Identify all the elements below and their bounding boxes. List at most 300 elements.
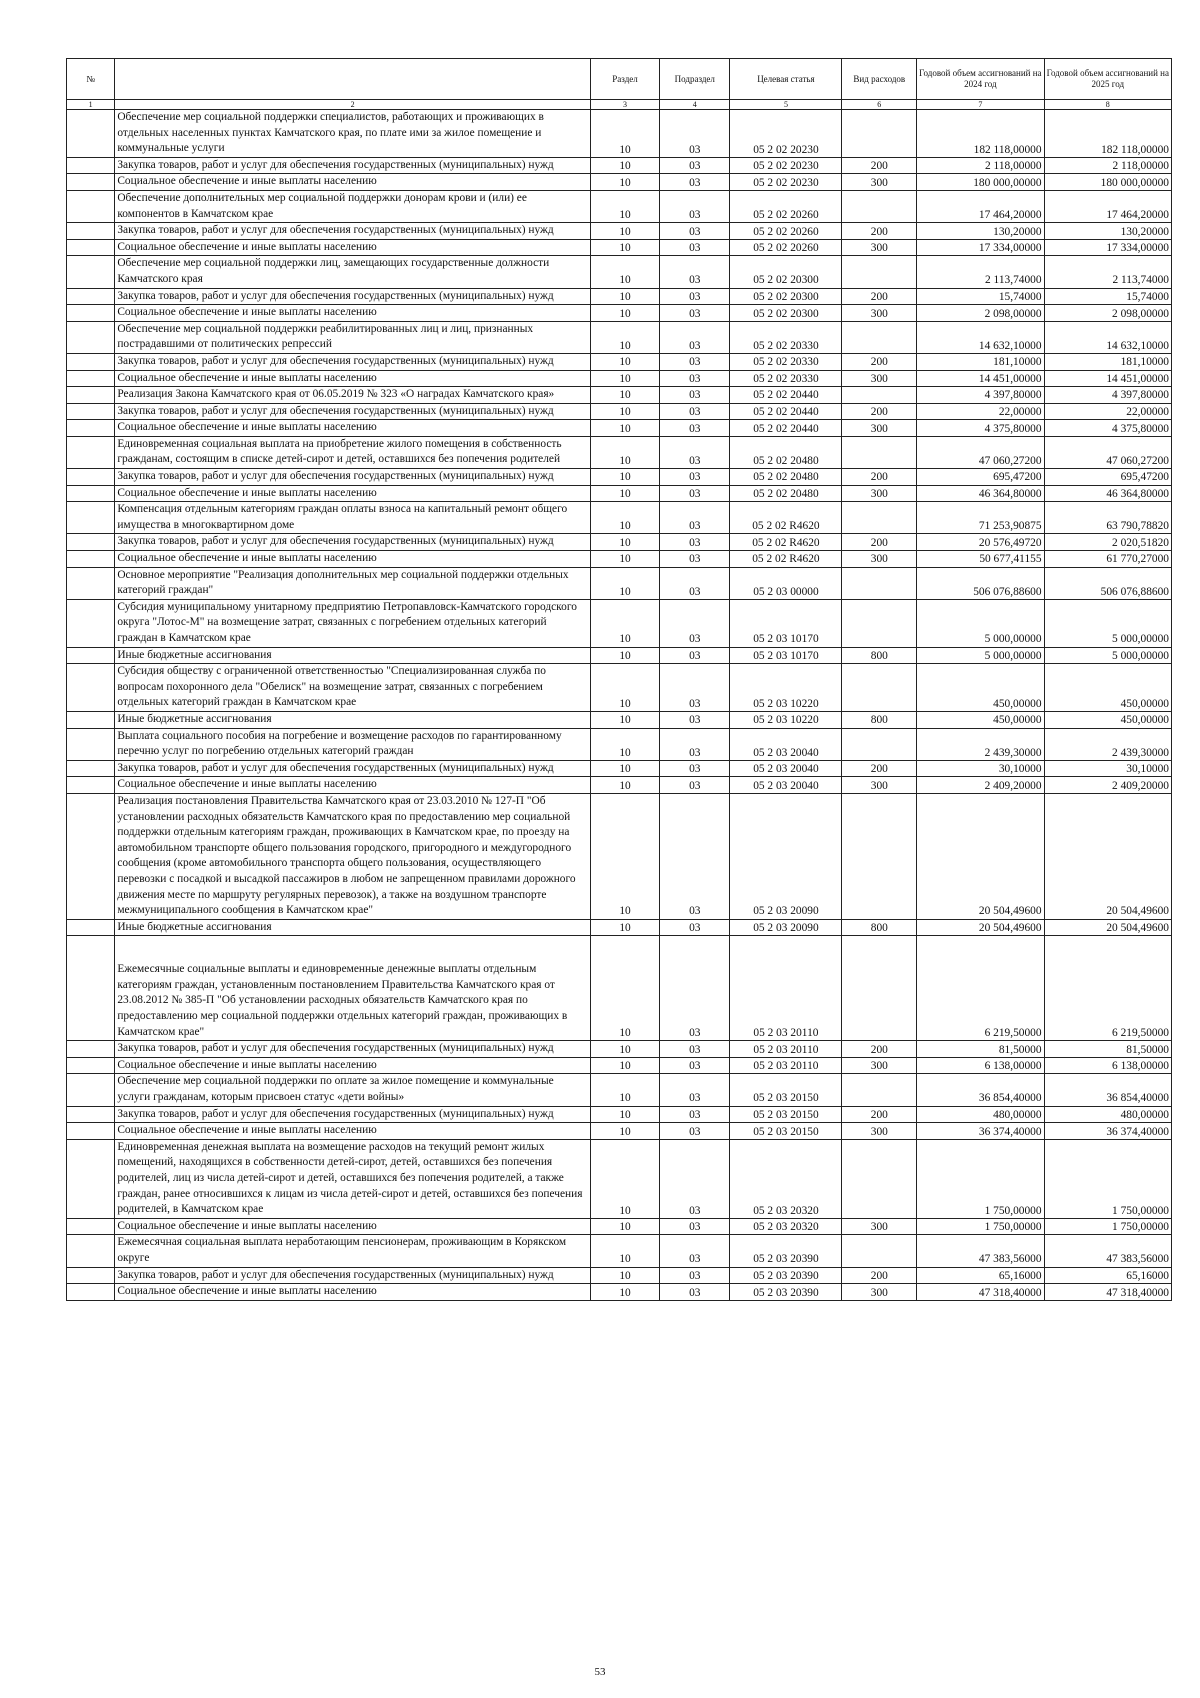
row-volume-2025: 15,74000	[1044, 288, 1171, 305]
table-row	[67, 1267, 1172, 1284]
row-name: Закупка товаров, работ и услуг для обеспечения государственных (муниципальных) нужд	[115, 353, 591, 370]
row-target-article: 05 2 03 20040	[730, 728, 842, 760]
table-row	[67, 647, 1172, 664]
row-number-cell	[67, 1267, 115, 1284]
row-name: Обеспечение мер социальной поддержки специалистов, работающих и проживающих в отдельных населенных пунктах Камчатского края, по плате ими за жилое помещение и коммунальные услуги	[115, 110, 591, 158]
row-expense-type: 300	[842, 174, 917, 191]
row-expense-type	[842, 436, 917, 468]
row-section: 10	[590, 936, 659, 1041]
row-volume-2025: 5 000,00000	[1044, 599, 1171, 647]
row-volume-2024: 46 364,80000	[917, 485, 1044, 502]
row-name: Обеспечение мер социальной поддержки по оплате за жилое помещение и коммунальные услуги гражданам, которым присвоен статус «дети войны»	[115, 1074, 591, 1106]
row-name: Закупка товаров, работ и услуг для обеспечения государственных (муниципальных) нужд	[115, 760, 591, 777]
row-number-cell	[67, 567, 115, 599]
row-subsection: 03	[660, 711, 730, 728]
table-row	[67, 256, 1172, 288]
row-name: Социальное обеспечение и иные выплаты населению	[115, 370, 591, 387]
row-expense-type: 200	[842, 1106, 917, 1123]
row-volume-2024: 4 397,80000	[917, 387, 1044, 404]
row-section: 10	[590, 305, 659, 322]
row-subsection: 03	[660, 567, 730, 599]
row-volume-2025: 14 451,00000	[1044, 370, 1171, 387]
row-target-article: 05 2 02 20300	[730, 305, 842, 322]
row-section: 10	[590, 469, 659, 486]
row-volume-2024: 450,00000	[917, 664, 1044, 712]
row-number-cell	[67, 403, 115, 420]
row-name: Закупка товаров, работ и услуг для обеспечения государственных (муниципальных) нужд	[115, 223, 591, 240]
table-header-row	[67, 59, 1172, 100]
row-subsection: 03	[660, 353, 730, 370]
row-subsection: 03	[660, 664, 730, 712]
row-target-article: 05 2 02 20260	[730, 223, 842, 240]
row-volume-2024: 47 060,27200	[917, 436, 1044, 468]
row-volume-2024: 2 118,00000	[917, 157, 1044, 174]
row-number-cell	[67, 1123, 115, 1140]
row-target-article: 05 2 03 20090	[730, 793, 842, 919]
row-number-cell	[67, 1057, 115, 1074]
row-name: Социальное обеспечение и иные выплаты населению	[115, 777, 591, 794]
row-number-cell	[67, 305, 115, 322]
row-volume-2024: 36 854,40000	[917, 1074, 1044, 1106]
table-row	[67, 599, 1172, 647]
row-number-cell	[67, 436, 115, 468]
table-row	[67, 1139, 1172, 1218]
column-number: 8	[1044, 100, 1171, 110]
row-section: 10	[590, 599, 659, 647]
row-volume-2024: 506 076,88600	[917, 567, 1044, 599]
row-expense-type: 300	[842, 370, 917, 387]
row-volume-2024: 20 504,49600	[917, 919, 1044, 936]
row-target-article: 05 2 03 20090	[730, 919, 842, 936]
row-name: Закупка товаров, работ и услуг для обеспечения государственных (муниципальных) нужд	[115, 157, 591, 174]
row-expense-type: 300	[842, 485, 917, 502]
row-number-cell	[67, 1139, 115, 1218]
column-numbers-row	[67, 100, 1172, 110]
row-subsection: 03	[660, 485, 730, 502]
row-volume-2024: 71 253,90875	[917, 502, 1044, 534]
row-target-article: 05 2 03 10220	[730, 711, 842, 728]
row-section: 10	[590, 485, 659, 502]
row-volume-2024: 6 138,00000	[917, 1057, 1044, 1074]
row-subsection: 03	[660, 1267, 730, 1284]
row-target-article: 05 2 02 20300	[730, 288, 842, 305]
row-name: Закупка товаров, работ и услуг для обеспечения государственных (муниципальных) нужд	[115, 1041, 591, 1058]
row-subsection: 03	[660, 239, 730, 256]
row-subsection: 03	[660, 1235, 730, 1267]
row-subsection: 03	[660, 1139, 730, 1218]
row-number-cell	[67, 157, 115, 174]
row-volume-2024: 36 374,40000	[917, 1123, 1044, 1140]
row-number-cell	[67, 1284, 115, 1301]
row-target-article: 05 2 03 10170	[730, 599, 842, 647]
row-volume-2025: 130,20000	[1044, 223, 1171, 240]
row-volume-2025: 30,10000	[1044, 760, 1171, 777]
header-target-article: Целевая статья	[730, 59, 842, 100]
row-number-cell	[67, 936, 115, 1041]
row-volume-2025: 81,50000	[1044, 1041, 1171, 1058]
row-subsection: 03	[660, 1074, 730, 1106]
row-expense-type: 200	[842, 353, 917, 370]
row-subsection: 03	[660, 1041, 730, 1058]
row-expense-type: 800	[842, 711, 917, 728]
table-row	[67, 1284, 1172, 1301]
row-number-cell	[67, 777, 115, 794]
row-subsection: 03	[660, 502, 730, 534]
row-target-article: 05 2 02 R4620	[730, 502, 842, 534]
row-volume-2024: 4 375,80000	[917, 420, 1044, 437]
row-number-cell	[67, 1218, 115, 1235]
table-row	[67, 370, 1172, 387]
row-name: Закупка товаров, работ и услуг для обеспечения государственных (муниципальных) нужд	[115, 288, 591, 305]
row-section: 10	[590, 1041, 659, 1058]
row-volume-2025: 182 118,00000	[1044, 110, 1171, 158]
table-row	[67, 403, 1172, 420]
row-subsection: 03	[660, 403, 730, 420]
row-volume-2025: 1 750,00000	[1044, 1218, 1171, 1235]
row-volume-2024: 17 464,20000	[917, 190, 1044, 222]
row-target-article: 05 2 03 20320	[730, 1139, 842, 1218]
row-volume-2024: 47 318,40000	[917, 1284, 1044, 1301]
budget-table	[66, 58, 1172, 1301]
row-volume-2025: 506 076,88600	[1044, 567, 1171, 599]
row-volume-2025: 47 383,56000	[1044, 1235, 1171, 1267]
table-row	[67, 288, 1172, 305]
row-expense-type	[842, 502, 917, 534]
row-number-cell	[67, 387, 115, 404]
row-name: Социальное обеспечение и иные выплаты населению	[115, 420, 591, 437]
row-expense-type: 300	[842, 551, 917, 568]
row-name: Закупка товаров, работ и услуг для обеспечения государственных (муниципальных) нужд	[115, 403, 591, 420]
header-section: Раздел	[590, 59, 659, 100]
row-volume-2025: 6 219,50000	[1044, 936, 1171, 1041]
row-volume-2024: 5 000,00000	[917, 599, 1044, 647]
row-name: Единовременная социальная выплата на приобретение жилого помещения в собственность гражданам, состоящим в списке детей-сирот и детей, оставшихся без попечения родителей	[115, 436, 591, 468]
row-section: 10	[590, 387, 659, 404]
row-volume-2024: 480,00000	[917, 1106, 1044, 1123]
row-volume-2025: 63 790,78820	[1044, 502, 1171, 534]
row-number-cell	[67, 485, 115, 502]
row-target-article: 05 2 02 20230	[730, 174, 842, 191]
row-expense-type	[842, 664, 917, 712]
row-name: Компенсация отдельным категориям граждан оплаты взноса на капитальный ремонт общего имущества в многоквартирном доме	[115, 502, 591, 534]
table-row	[67, 711, 1172, 728]
row-subsection: 03	[660, 256, 730, 288]
row-subsection: 03	[660, 157, 730, 174]
row-expense-type: 200	[842, 288, 917, 305]
row-expense-type	[842, 1235, 917, 1267]
row-number-cell	[67, 110, 115, 158]
row-volume-2025: 22,00000	[1044, 403, 1171, 420]
row-expense-type: 300	[842, 1057, 917, 1074]
row-section: 10	[590, 223, 659, 240]
row-volume-2025: 47 318,40000	[1044, 1284, 1171, 1301]
row-subsection: 03	[660, 1123, 730, 1140]
row-volume-2024: 30,10000	[917, 760, 1044, 777]
row-target-article: 05 2 03 20110	[730, 936, 842, 1041]
row-section: 10	[590, 1218, 659, 1235]
row-volume-2024: 695,47200	[917, 469, 1044, 486]
table-row	[67, 534, 1172, 551]
table-body	[67, 110, 1172, 1301]
header-expense-type: Вид расходов	[842, 59, 917, 100]
row-volume-2025: 1 750,00000	[1044, 1139, 1171, 1218]
row-subsection: 03	[660, 174, 730, 191]
row-number-cell	[67, 174, 115, 191]
table-row	[67, 485, 1172, 502]
row-expense-type: 200	[842, 1041, 917, 1058]
row-expense-type: 200	[842, 1267, 917, 1284]
row-number-cell	[67, 190, 115, 222]
row-expense-type	[842, 1074, 917, 1106]
table-row	[67, 664, 1172, 712]
row-name: Социальное обеспечение и иные выплаты населению	[115, 485, 591, 502]
row-target-article: 05 2 03 20040	[730, 760, 842, 777]
row-volume-2025: 46 364,80000	[1044, 485, 1171, 502]
row-number-cell	[67, 760, 115, 777]
row-section: 10	[590, 1106, 659, 1123]
row-name: Закупка товаров, работ и услуг для обеспечения государственных (муниципальных) нужд	[115, 1106, 591, 1123]
row-volume-2025: 480,00000	[1044, 1106, 1171, 1123]
row-target-article: 05 2 03 10220	[730, 664, 842, 712]
row-expense-type: 800	[842, 647, 917, 664]
row-number-cell	[67, 256, 115, 288]
row-expense-type: 200	[842, 223, 917, 240]
row-number-cell	[67, 1106, 115, 1123]
row-target-article: 05 2 02 20300	[730, 256, 842, 288]
row-name: Иные бюджетные ассигнования	[115, 919, 591, 936]
row-volume-2024: 2 439,30000	[917, 728, 1044, 760]
row-volume-2024: 81,50000	[917, 1041, 1044, 1058]
row-expense-type	[842, 190, 917, 222]
table-row	[67, 157, 1172, 174]
row-volume-2024: 5 000,00000	[917, 647, 1044, 664]
row-volume-2024: 50 677,41155	[917, 551, 1044, 568]
row-number-cell	[67, 728, 115, 760]
row-subsection: 03	[660, 190, 730, 222]
row-volume-2025: 2 113,74000	[1044, 256, 1171, 288]
row-section: 10	[590, 534, 659, 551]
row-name: Субсидия муниципальному унитарному предприятию Петропавловск-Камчатского городского округа "Лотос-М" на возмещение затрат, связанных с погребением отдельных категорий граждан в Камчатском крае	[115, 599, 591, 647]
row-expense-type	[842, 1139, 917, 1218]
row-number-cell	[67, 711, 115, 728]
row-expense-type: 200	[842, 534, 917, 551]
row-volume-2025: 5 000,00000	[1044, 647, 1171, 664]
row-volume-2025: 180 000,00000	[1044, 174, 1171, 191]
row-section: 10	[590, 190, 659, 222]
row-subsection: 03	[660, 420, 730, 437]
table-row	[67, 436, 1172, 468]
row-name: Закупка товаров, работ и услуг для обеспечения государственных (муниципальных) нужд	[115, 534, 591, 551]
row-volume-2025: 2 020,51820	[1044, 534, 1171, 551]
row-name: Выплата социального пособия на погребение и возмещение расходов по гарантированному перечню услуг по погребению отдельных категорий граждан	[115, 728, 591, 760]
row-subsection: 03	[660, 647, 730, 664]
row-name: Субсидия обществу с ограниченной ответственностью "Специализированная служба по вопросам похоронного дела "Обелиск" на возмещение затрат, связанных с погребением отдельных категорий граждан в Камчатском крае	[115, 664, 591, 712]
row-target-article: 05 2 02 20440	[730, 420, 842, 437]
row-volume-2025: 47 060,27200	[1044, 436, 1171, 468]
row-volume-2025: 2 118,00000	[1044, 157, 1171, 174]
row-section: 10	[590, 1284, 659, 1301]
row-section: 10	[590, 157, 659, 174]
row-section: 10	[590, 1123, 659, 1140]
row-name: Реализация Закона Камчатского края от 06.05.2019 № 323 «О наградах Камчатского края»	[115, 387, 591, 404]
row-expense-type	[842, 728, 917, 760]
row-subsection: 03	[660, 1057, 730, 1074]
row-name: Иные бюджетные ассигнования	[115, 647, 591, 664]
row-section: 10	[590, 760, 659, 777]
row-volume-2025: 695,47200	[1044, 469, 1171, 486]
row-number-cell	[67, 502, 115, 534]
row-volume-2024: 47 383,56000	[917, 1235, 1044, 1267]
table-row	[67, 1123, 1172, 1140]
row-section: 10	[590, 403, 659, 420]
row-volume-2024: 17 334,00000	[917, 239, 1044, 256]
table-row	[67, 728, 1172, 760]
row-number-cell	[67, 1074, 115, 1106]
header-subsection: Подраздел	[660, 59, 730, 100]
table-row	[67, 760, 1172, 777]
header-volume-2024: Годовой объем ассигнований на 2024 год	[917, 59, 1044, 100]
row-subsection: 03	[660, 534, 730, 551]
row-number-cell	[67, 1235, 115, 1267]
row-target-article: 05 2 02 20330	[730, 353, 842, 370]
row-number-cell	[67, 288, 115, 305]
row-expense-type	[842, 387, 917, 404]
row-expense-type	[842, 936, 917, 1041]
row-name: Закупка товаров, работ и услуг для обеспечения государственных (муниципальных) нужд	[115, 1267, 591, 1284]
row-name: Социальное обеспечение и иные выплаты населению	[115, 551, 591, 568]
row-section: 10	[590, 502, 659, 534]
row-section: 10	[590, 1139, 659, 1218]
row-section: 10	[590, 1235, 659, 1267]
table-row	[67, 387, 1172, 404]
row-section: 10	[590, 370, 659, 387]
row-name: Ежемесячная социальная выплата неработающим пенсионерам, проживающим в Корякском округе	[115, 1235, 591, 1267]
row-subsection: 03	[660, 1284, 730, 1301]
row-subsection: 03	[660, 370, 730, 387]
row-subsection: 03	[660, 387, 730, 404]
table-row	[67, 353, 1172, 370]
row-target-article: 05 2 03 20110	[730, 1057, 842, 1074]
row-section: 10	[590, 110, 659, 158]
row-section: 10	[590, 1057, 659, 1074]
table-row	[67, 936, 1172, 1041]
row-number-cell	[67, 469, 115, 486]
row-number-cell	[67, 599, 115, 647]
row-name: Единовременная денежная выплата на возмещение расходов на текущий ремонт жилых помещений, находящихся в собственности детей-сирот, детей, оставшихся без попечения родителей, лиц из числа детей-сирот и детей, оставшихся без попечения родителей, а также граждан, ранее относившихся к лицам из числа детей-сирот и детей, оставшихся без попечения родителей, в Камчатском крае	[115, 1139, 591, 1218]
row-name: Социальное обеспечение и иные выплаты населению	[115, 1218, 591, 1235]
row-expense-type: 300	[842, 305, 917, 322]
row-number-cell	[67, 1041, 115, 1058]
row-volume-2024: 20 576,49720	[917, 534, 1044, 551]
row-number-cell	[67, 353, 115, 370]
row-number-cell	[67, 239, 115, 256]
row-target-article: 05 2 03 20150	[730, 1123, 842, 1140]
row-name: Реализация постановления Правительства Камчатского края от 23.03.2010 № 127-П "Об установлении расходных обязательств Камчатского края по предоставлению мер социальной поддержки отдельным категориям граждан, проживающих в Камчатском крае, по проезду на автомобильном транспорте общего пользования городского, пригородного и междугородного сообщения (кроме автомобильного транспорта общего пользования, осуществляющего перевозки с посадкой и высадкой пассажиров в любом не запрещенном правилами дорожного движения месте по маршруту регулярных перевозок), а также на воздушном транспорте межмуниципального сообщения в Камчатском крае"	[115, 793, 591, 919]
row-volume-2024: 2 409,20000	[917, 777, 1044, 794]
row-volume-2024: 20 504,49600	[917, 793, 1044, 919]
row-number-cell	[67, 420, 115, 437]
row-target-article: 05 2 02 20480	[730, 436, 842, 468]
row-section: 10	[590, 321, 659, 353]
table-row	[67, 190, 1172, 222]
row-volume-2024: 180 000,00000	[917, 174, 1044, 191]
row-target-article: 05 2 02 20440	[730, 387, 842, 404]
row-volume-2025: 20 504,49600	[1044, 793, 1171, 919]
row-target-article: 05 2 03 10170	[730, 647, 842, 664]
row-subsection: 03	[660, 551, 730, 568]
column-number: 3	[590, 100, 659, 110]
row-section: 10	[590, 420, 659, 437]
row-expense-type: 300	[842, 1284, 917, 1301]
row-volume-2025: 17 464,20000	[1044, 190, 1171, 222]
row-subsection: 03	[660, 321, 730, 353]
row-volume-2025: 6 138,00000	[1044, 1057, 1171, 1074]
row-volume-2025: 450,00000	[1044, 711, 1171, 728]
row-volume-2025: 181,10000	[1044, 353, 1171, 370]
row-number-cell	[67, 793, 115, 919]
table-row	[67, 1057, 1172, 1074]
row-expense-type	[842, 793, 917, 919]
row-expense-type	[842, 567, 917, 599]
row-volume-2025: 4 375,80000	[1044, 420, 1171, 437]
table-row	[67, 567, 1172, 599]
row-name: Обеспечение мер социальной поддержки реабилитированных лиц и лиц, признанных пострадавшими от политических репрессий	[115, 321, 591, 353]
row-expense-type: 800	[842, 919, 917, 936]
row-subsection: 03	[660, 760, 730, 777]
row-name: Иные бюджетные ассигнования	[115, 711, 591, 728]
table-row	[67, 321, 1172, 353]
row-name: Социальное обеспечение и иные выплаты населению	[115, 239, 591, 256]
row-expense-type: 300	[842, 239, 917, 256]
row-section: 10	[590, 436, 659, 468]
row-subsection: 03	[660, 599, 730, 647]
row-volume-2024: 14 632,10000	[917, 321, 1044, 353]
row-target-article: 05 2 03 20110	[730, 1041, 842, 1058]
row-name: Обеспечение мер социальной поддержки лиц, замещающих государственные должности Камчатского края	[115, 256, 591, 288]
row-name: Социальное обеспечение и иные выплаты населению	[115, 1123, 591, 1140]
row-section: 10	[590, 777, 659, 794]
row-volume-2025: 14 632,10000	[1044, 321, 1171, 353]
row-subsection: 03	[660, 1218, 730, 1235]
row-section: 10	[590, 174, 659, 191]
table-row	[67, 174, 1172, 191]
row-volume-2025: 20 504,49600	[1044, 919, 1171, 936]
row-expense-type: 200	[842, 760, 917, 777]
column-number: 7	[917, 100, 1044, 110]
row-subsection: 03	[660, 223, 730, 240]
row-target-article: 05 2 03 20040	[730, 777, 842, 794]
row-volume-2025: 4 397,80000	[1044, 387, 1171, 404]
row-volume-2024: 2 098,00000	[917, 305, 1044, 322]
row-target-article: 05 2 02 20260	[730, 239, 842, 256]
row-expense-type	[842, 256, 917, 288]
table-row	[67, 469, 1172, 486]
row-target-article: 05 2 03 00000	[730, 567, 842, 599]
row-target-article: 05 2 02 20230	[730, 157, 842, 174]
row-target-article: 05 2 02 20440	[730, 403, 842, 420]
row-target-article: 05 2 03 20320	[730, 1218, 842, 1235]
row-volume-2024: 6 219,50000	[917, 936, 1044, 1041]
row-name: Социальное обеспечение и иные выплаты населению	[115, 1057, 591, 1074]
row-section: 10	[590, 919, 659, 936]
row-expense-type: 200	[842, 469, 917, 486]
row-volume-2024: 450,00000	[917, 711, 1044, 728]
row-target-article: 05 2 02 20330	[730, 321, 842, 353]
row-subsection: 03	[660, 919, 730, 936]
row-expense-type	[842, 599, 917, 647]
row-target-article: 05 2 02 20260	[730, 190, 842, 222]
row-section: 10	[590, 793, 659, 919]
